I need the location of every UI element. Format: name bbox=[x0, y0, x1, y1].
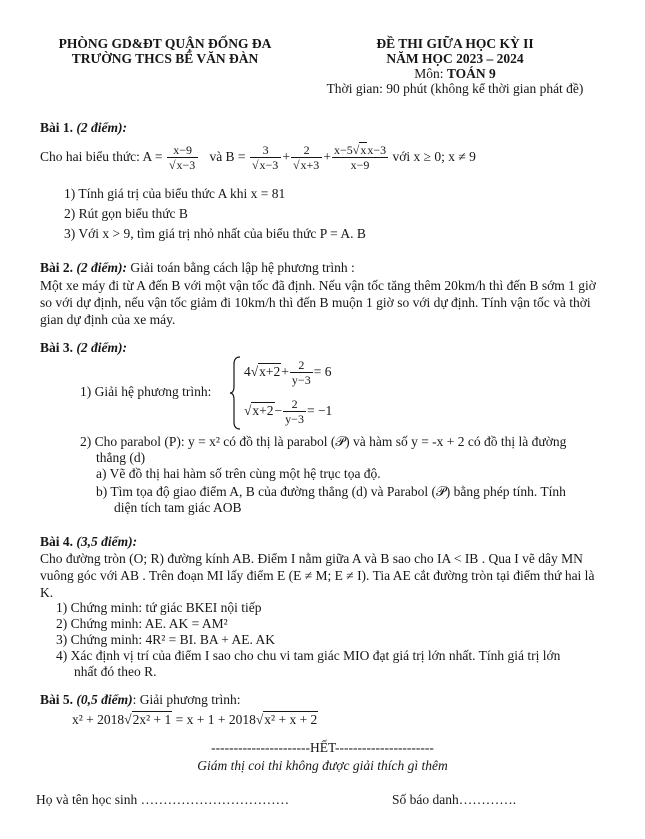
proctor-note: Giám thị coi thi không được giải thích gì thêm bbox=[197, 758, 448, 773]
exam-duration: Thời gian: 90 phút (không kể thời gian phát đề) bbox=[326, 81, 584, 96]
fraction-b2: $\frac{2}{√x+3}$ bbox=[291, 143, 322, 172]
exam-title: ĐỀ THI GIỮA HỌC KỲ II bbox=[376, 36, 534, 51]
bai4-points: (3,5 điểm): bbox=[76, 534, 138, 549]
bai4-body: Cho đường tròn (O; R) đường kính AB. Điểm I nằm giữa A và B sao cho IA < IB . Qua I vẽ dây MN vuông góc với AB . Trên đoạn MI lấy điểm E (E ≠ M; E ≠ I). Tia AE cắt đường tròn tại điểm thứ hai là K. bbox=[40, 551, 595, 600]
bai3-points: (2 điểm): bbox=[76, 340, 127, 355]
bai4-question-1: 1) Chứng minh: tứ giác BKEI nội tiếp bbox=[56, 600, 262, 615]
bai3-question-2-cont: thẳng (d) bbox=[96, 450, 146, 465]
bai4-heading bbox=[40, 534, 137, 550]
school-year: NĂM HỌC 2023 – 2024 bbox=[386, 51, 524, 66]
student-name-field: Họ và tên học sinh …………………………… bbox=[36, 792, 290, 807]
bai1-question-2: 2) Rút gọn biểu thức B bbox=[64, 206, 188, 221]
bai4-question-4: 4) Xác định vị trí của điểm I sao cho chu vi tam giác MIO đạt giá trị lớn nhất. Tính giá trị lớn bbox=[56, 648, 561, 663]
bai1-points: (2 điểm): bbox=[76, 120, 127, 135]
bai2-body: Một xe máy đi từ A đến B với một vận tốc đã định. Nếu vận tốc tăng thêm 20km/h thì đến B sớm 1 giờ so với dự định, nếu vận tốc giảm đi 10km/h thì đến B muộn 1 giờ so với dự định. Tính vận tốc và thời gian dự định của xe máy. bbox=[40, 278, 596, 327]
bai1-title: Bài 1. bbox=[40, 120, 74, 135]
bai1-question-1: 1) Tính giá trị của biểu thức A khi x = 81 bbox=[64, 186, 286, 201]
system-brace bbox=[230, 356, 242, 430]
bai3-question-b: b) Tìm tọa độ giao điểm A, B của đường thẳng (d) và Parabol (𝒫) bằng phép tính. Tính bbox=[96, 484, 566, 499]
bai5-heading bbox=[40, 692, 240, 708]
bai1-heading bbox=[40, 120, 127, 136]
bai2-lead: Giải toán bằng cách lập hệ phương trình : bbox=[127, 260, 355, 275]
subject: TOÁN 9 bbox=[446, 66, 496, 81]
bai5-title: Bài 5. bbox=[40, 692, 74, 707]
expr-intro: Cho hai biểu thức: A = bbox=[40, 149, 163, 164]
bai4-question-2: 2) Chứng minh: AE. AK = AM² bbox=[56, 616, 228, 631]
bai4-title: Bài 4. bbox=[40, 534, 74, 549]
bai4-question-4-cont: nhất đó theo R. bbox=[74, 664, 157, 679]
bai3-question-1: 1) Giải hệ phương trình: bbox=[80, 384, 212, 399]
bai2-title: Bài 2. bbox=[40, 260, 74, 275]
candidate-number-field: Số báo danh…………. bbox=[392, 792, 517, 807]
expr-b-intro: và B = bbox=[209, 149, 246, 164]
end-marker: ----------------------HẾT---------------------- bbox=[211, 740, 434, 755]
bai5-points: (0,5 điểm) bbox=[76, 692, 133, 707]
system-eq1: 4√x+2+ $\frac{2}{y-3}$ = 6 bbox=[244, 358, 332, 388]
bai5-equation: x² + 2018√2x² + 1 = x + 1 + 2018√x² + x + 2 bbox=[72, 712, 318, 727]
subject-label: Môn: bbox=[414, 66, 447, 81]
fraction-a: $\frac{x-9}{√x-3}$ bbox=[167, 143, 198, 172]
fraction-b3: $\frac{x-5√xx-3}{x-9}$ bbox=[333, 143, 387, 173]
fraction-b1: $\frac{3}{√x-3}$ bbox=[250, 143, 281, 172]
expr-condition: với x ≥ 0; x ≠ 9 bbox=[392, 149, 476, 164]
bai5-lead: : Giải phương trình: bbox=[132, 692, 241, 707]
bai1-question-3: 3) Với x > 9, tìm giá trị nhỏ nhất của biểu thức P = A. B bbox=[64, 226, 366, 241]
bai3-question-a: a) Vẽ đồ thị hai hàm số trên cùng một hệ trục tọa độ. bbox=[96, 466, 381, 481]
bai1-expressions: Cho hai biểu thức: A = $\frac{x-9}{√x-3}$ và B = $\frac{3}{√x-3}$ + $\frac{2}{√x+3}$ + $\frac{x-5√xx-3}{x-9}$ với x ≥ 0; x ≠ 9 bbox=[40, 143, 476, 173]
bai3-title: Bài 3. bbox=[40, 340, 74, 355]
bai3-question-b-cont: diện tích tam giác AOB bbox=[114, 500, 242, 515]
bai3-question-2: 2) Cho parabol (P): y = x² có đồ thị là parabol (𝒫) và hàm số y = -x + 2 có đồ thị là đường bbox=[80, 434, 567, 449]
bai2-heading bbox=[40, 260, 355, 276]
subject-line bbox=[330, 66, 580, 82]
school-name: TRƯỜNG THCS BẾ VĂN ĐÀN bbox=[71, 51, 259, 66]
department-name: PHÒNG GD&ĐT QUẬN ĐỐNG ĐA bbox=[58, 36, 272, 51]
system-eq2: √x+2− $\frac{2}{y-3}$ = −1 bbox=[244, 397, 333, 427]
bai4-question-3: 3) Chứng minh: 4R² = BI. BA + AE. AK bbox=[56, 632, 275, 647]
bai3-heading bbox=[40, 340, 127, 356]
bai2-points: (2 điểm): bbox=[76, 260, 127, 275]
